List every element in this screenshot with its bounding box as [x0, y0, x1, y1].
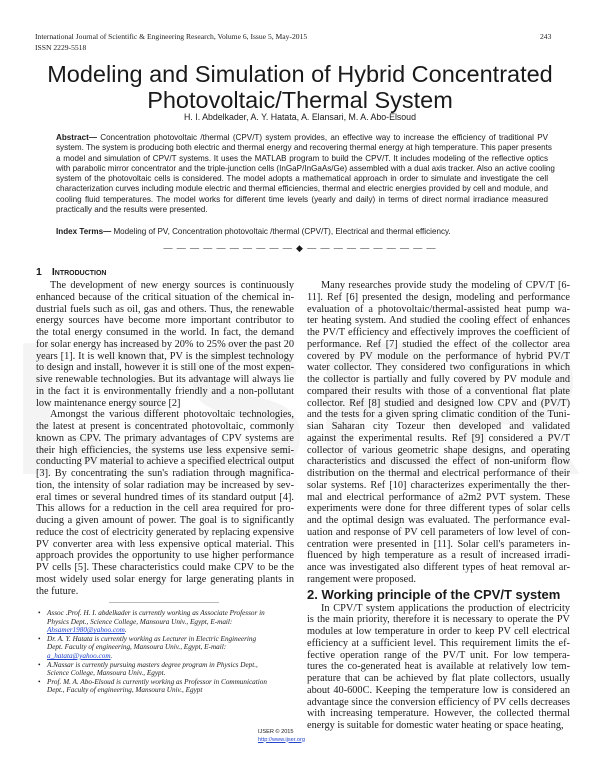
authors: H. I. Abdelkader, A. Y. Hatata, A. Elansari, M. A. Abo-Elsoud: [184, 112, 416, 122]
abstract-line: [56, 133, 548, 143]
text-line: for solar energy has increased by 20% to 25% over the past 20: [36, 338, 294, 350]
text-line: tion, the intensity of solar radiation may be increased by sev-: [36, 479, 294, 491]
text-line: rangement were proposed.: [307, 573, 416, 585]
text-line: mal and electrical performance of a2m2 PVT system. These: [307, 491, 570, 503]
footnote-line: Science College, Mansoura Univ., Egypt.: [47, 669, 166, 678]
text-line: with increasing temperature. However, the collected thermal: [307, 708, 570, 720]
footnote-line: Physics Dept., Science College, Mansoura Univ., Egypt, E-mail:: [47, 617, 233, 626]
footnote-line: Dept., Faculty of engineering, Mansoura Univ., Egypt: [47, 686, 203, 695]
bullet-icon: •: [38, 609, 41, 617]
bullet-icon: •: [38, 660, 41, 669]
abstract-line-text: Concentration photovoltaic /thermal (CPV/T) system provides, an effective way to increase the efficiency of traditional PV: [100, 133, 549, 142]
index-terms: [56, 227, 548, 236]
text-line: energy sources have become more important contributor to: [36, 315, 294, 327]
page-footer: [258, 729, 318, 744]
text-line: approach provides the opportunity to use higher performance: [36, 550, 294, 562]
footnote-punct: .: [124, 626, 127, 635]
abstract-line-text: cooling fluid temperatures. The model works for different time levels (yearly and daily) in terms of direct normal irradiance measured: [56, 194, 548, 204]
section-heading-introduction: [36, 266, 106, 278]
paragraph: [36, 280, 294, 409]
text-line: collector of various geometric shape designs, and operating: [307, 444, 570, 456]
copyright: IJSER © 2015: [258, 729, 294, 735]
text-line: and the optimal design was evaluated. The performance eval-: [307, 515, 570, 526]
text-line: is the main priority, therefore it is necessary to operate the PV: [307, 614, 570, 626]
text-line: perature that can be achieved by flat plate collectors, usually: [307, 673, 570, 684]
text-line: uation and response of PV cell parameters of low level of con-: [307, 526, 570, 538]
index-terms-label: Index Terms—: [56, 227, 112, 236]
text-line: collector. Ref [8] studied and designed low CPV and (PV/T): [307, 397, 570, 409]
text-line: the total energy consumed in the world. In fact, the demand: [36, 327, 294, 338]
abstract-line: [56, 184, 548, 194]
footnote-line: Prof. M. A. Abo-Elsoud is currently working as Professor in Communication: [47, 677, 267, 686]
text-line: known as CPV. The primary advantages of CPV systems are: [36, 432, 294, 444]
text-line: efficiency at a sufficient level. This requirement limits the ef-: [307, 637, 570, 649]
email-link[interactable]: a_hatata@yahoo.com: [47, 651, 111, 660]
text-line: dustrial fuels such as oil, gas and others. Thus, the renewable: [36, 303, 294, 315]
section-heading-working-principle: 2. Working principle of the CPV/T system: [307, 586, 561, 602]
text-line: In CPV/T system applications the production of electricity: [321, 602, 570, 614]
text-line: tures the co-generated heat is available at relatively low tem-: [307, 661, 570, 673]
abstract-line: [56, 143, 552, 153]
text-line: energy is suitable for domestic water heating or space heating,: [307, 720, 564, 731]
abstract-line-text: system of the photovoltaic cells is considered. The model adopts a mathematical approach in order to simulate and investigate the cell: [56, 174, 548, 184]
text-line: centration were presented in [11]. Solar cell's parameters in-: [307, 538, 570, 550]
text-line: the latest at present is concentrated photovoltaic, commonly: [36, 421, 294, 432]
text-line: enhanced because of the critical situation of the chemical in-: [36, 291, 294, 303]
footnote-item: [38, 661, 294, 678]
text-line: the future.: [36, 585, 79, 597]
footnote-item: [38, 609, 294, 635]
footnote-item: [38, 678, 294, 695]
abstract-line-text: practically and the results were presented.: [56, 205, 208, 215]
text-line: sian Saharan city Tozeur then developed and validated: [307, 421, 570, 432]
text-line: to design and install, however it is still one of the most expen-: [36, 362, 294, 374]
text-line: compared their results with those of a conventional flat plate: [307, 385, 570, 397]
text-line: the collector is partially and fully covered by PV module and: [307, 374, 570, 385]
footnote-punct: .: [110, 651, 113, 660]
abstract-line-text: system. The system is producing both electric and thermal energy and recovering thermal energy at high temperature. This paper presents: [56, 143, 552, 153]
text-line: ance was investigated also different types of heat removal ar-: [307, 562, 570, 573]
text-line: solar systems. Ref [10] characterizes experimentally the ther-: [307, 479, 570, 491]
email-link[interactable]: Ahsamer1980@yahoo.com: [47, 626, 125, 635]
text-line: performance. Ref [7] studied the effect of the collector area: [307, 338, 570, 350]
index-terms-text: Modeling of PV, Concentration photovoltaic /thermal (CPV/T), Electrical and thermal efficiency.: [113, 227, 451, 236]
footnote-separator: [109, 602, 219, 603]
footnote-line: A.Nassar is currently pursuing masters degree program in Physics Dept.,: [47, 660, 258, 669]
text-line: years [1]. It is well known that, PV is the simplest technology: [36, 350, 294, 362]
abstract-line-text: with parabolic mirror concentrator and the triple-junction cells (InGaP/InGaAs/Ge) assembled with a dual axis tracker. Also an active cooling: [56, 163, 555, 173]
paragraph: [36, 409, 294, 597]
abstract-line: [56, 195, 548, 205]
abstract-label: Abstract—: [56, 133, 97, 142]
text-line: fluenced by high temperature as a result of increased irradi-: [307, 550, 570, 562]
text-line: ducing a given amount of power. The goal is to significantly: [36, 515, 294, 526]
text-line: in the fact it is environmentally friendly and a non-pollutant: [36, 385, 294, 397]
text-line: eral times or several hundred times of its standard output [4].: [36, 491, 294, 503]
text-line: ter heating system. And studied the cooling effect of enhances: [307, 315, 570, 327]
footnote-email-line: [47, 652, 294, 661]
abstract-line-text: a model and simulation of CPV/T systems. It uses the MATLAB program to build the CPV/T. It includes modeling of the reflective optics: [56, 153, 548, 163]
title-line: Modeling and Simulation of Hybrid Concentrated: [47, 61, 553, 87]
abstract-line: [56, 154, 548, 164]
text-line: and the tests for a given spring climatic condition of the Tuni-: [307, 409, 570, 421]
text-line: their high efficiencies, the systems use less expensive semi-: [36, 444, 294, 456]
issn: ISSN 2229-5518: [35, 43, 87, 52]
text-line: evaluation of a photovoltaic/thermal-assisted heat pump wa-: [307, 303, 570, 315]
abstract-line: [56, 205, 548, 215]
text-line: conducting PV material to achieve a specified electrical output: [36, 456, 295, 468]
text-line: The development of new energy sources is continuously: [50, 280, 294, 291]
abstract-line: [56, 174, 548, 184]
text-line: Many researches provide study the modeling of CPV/T [6-: [321, 280, 570, 291]
text-line: distribution on the thermal and electrical performance of their: [307, 468, 570, 479]
paragraph: [307, 603, 570, 732]
text-line: covered by PV module on the performance of hybrid PV/T: [307, 350, 570, 362]
text-line: advantage since the conversion efficiency of PV cells decreases: [307, 696, 570, 708]
left-column: [36, 280, 294, 597]
text-line: the PV/T efficiency and effectively improves the coefficient of: [307, 327, 570, 338]
right-column: [307, 280, 570, 732]
journal-header: International Journal of Scientific & Engineering Research, Volume 6, Issue 5, May-2015: [35, 32, 308, 41]
paragraph: [307, 280, 570, 586]
text-line: characteristics and discussed the effect of non-uniform flow: [307, 456, 570, 468]
text-line: [3]. By concentrating the sun's radiation through magnifica-: [36, 468, 294, 479]
footnote-line: Assoc .Prof. H. I. abdelkader is currently working as Associate Professor in: [47, 609, 265, 617]
text-line: PV converter area with less expensive optical material. This: [36, 538, 294, 550]
text-line: low maintenance energy source [2]: [36, 397, 181, 409]
footnote-line: Dept. Faculty of engineering, Mansoura Univ., Egypt, E-mail:: [47, 643, 227, 652]
author-footnotes: [38, 609, 294, 695]
text-line: reduce the cost of electricity generated by replacing expensive: [36, 526, 294, 538]
abstract: [56, 133, 555, 215]
paper-title: [0, 61, 600, 113]
abstract-line: [56, 163, 555, 174]
title-line: Photovoltaic/Thermal System: [147, 87, 453, 113]
text-line: PV cells [5]. These characteristics could make CPV to be the: [36, 562, 294, 573]
page-number: 243: [540, 32, 552, 41]
section-number: 1: [36, 266, 42, 278]
text-line: against the experimental results. Ref [9] considered a PV/T: [307, 432, 570, 444]
text-line: 11]. Ref [6] presented the design, modeling and performance: [307, 291, 570, 303]
text-line: water collector. They considered two configurations in which: [307, 362, 570, 374]
text-line: sive renewable technologies. But its advantage will always lie: [36, 374, 294, 385]
bullet-icon: •: [38, 677, 41, 686]
text-line: fective operation range of the PV/T unit. For low tempera-: [307, 649, 570, 661]
abstract-line-text: characterization curves including module electric and thermal efficiencies, thermal and electric energies provided by cell and module, and: [56, 184, 548, 194]
text-line: modules at low temperature in order to keep PV cell electrical: [307, 626, 570, 637]
text-line: This allows for a reduction in the cell area required for pro-: [36, 503, 294, 515]
text-line: Amongst the various different photovoltaic technologies,: [50, 409, 294, 421]
journal-url-link[interactable]: http://www.ijser.org: [258, 736, 305, 743]
section-title: Introduction: [51, 266, 107, 278]
section-divider: — — — — — — — — — — ◆ — — — — — — — — — —: [163, 243, 437, 253]
text-line: most widely used solar energy for large generating plants in: [36, 573, 294, 585]
footnote-email-line: [47, 626, 294, 635]
footnote-line: Dr. A. Y. Hatata is currently working as Lecturer in Electric Engineering: [47, 634, 257, 643]
bullet-icon: •: [38, 634, 41, 643]
text-line: experiments were done for three different types of solar cells: [307, 503, 570, 515]
text-line: about 40-600C. Keeping the temperature low is considered an: [307, 684, 570, 696]
footnote-item: [38, 635, 294, 661]
